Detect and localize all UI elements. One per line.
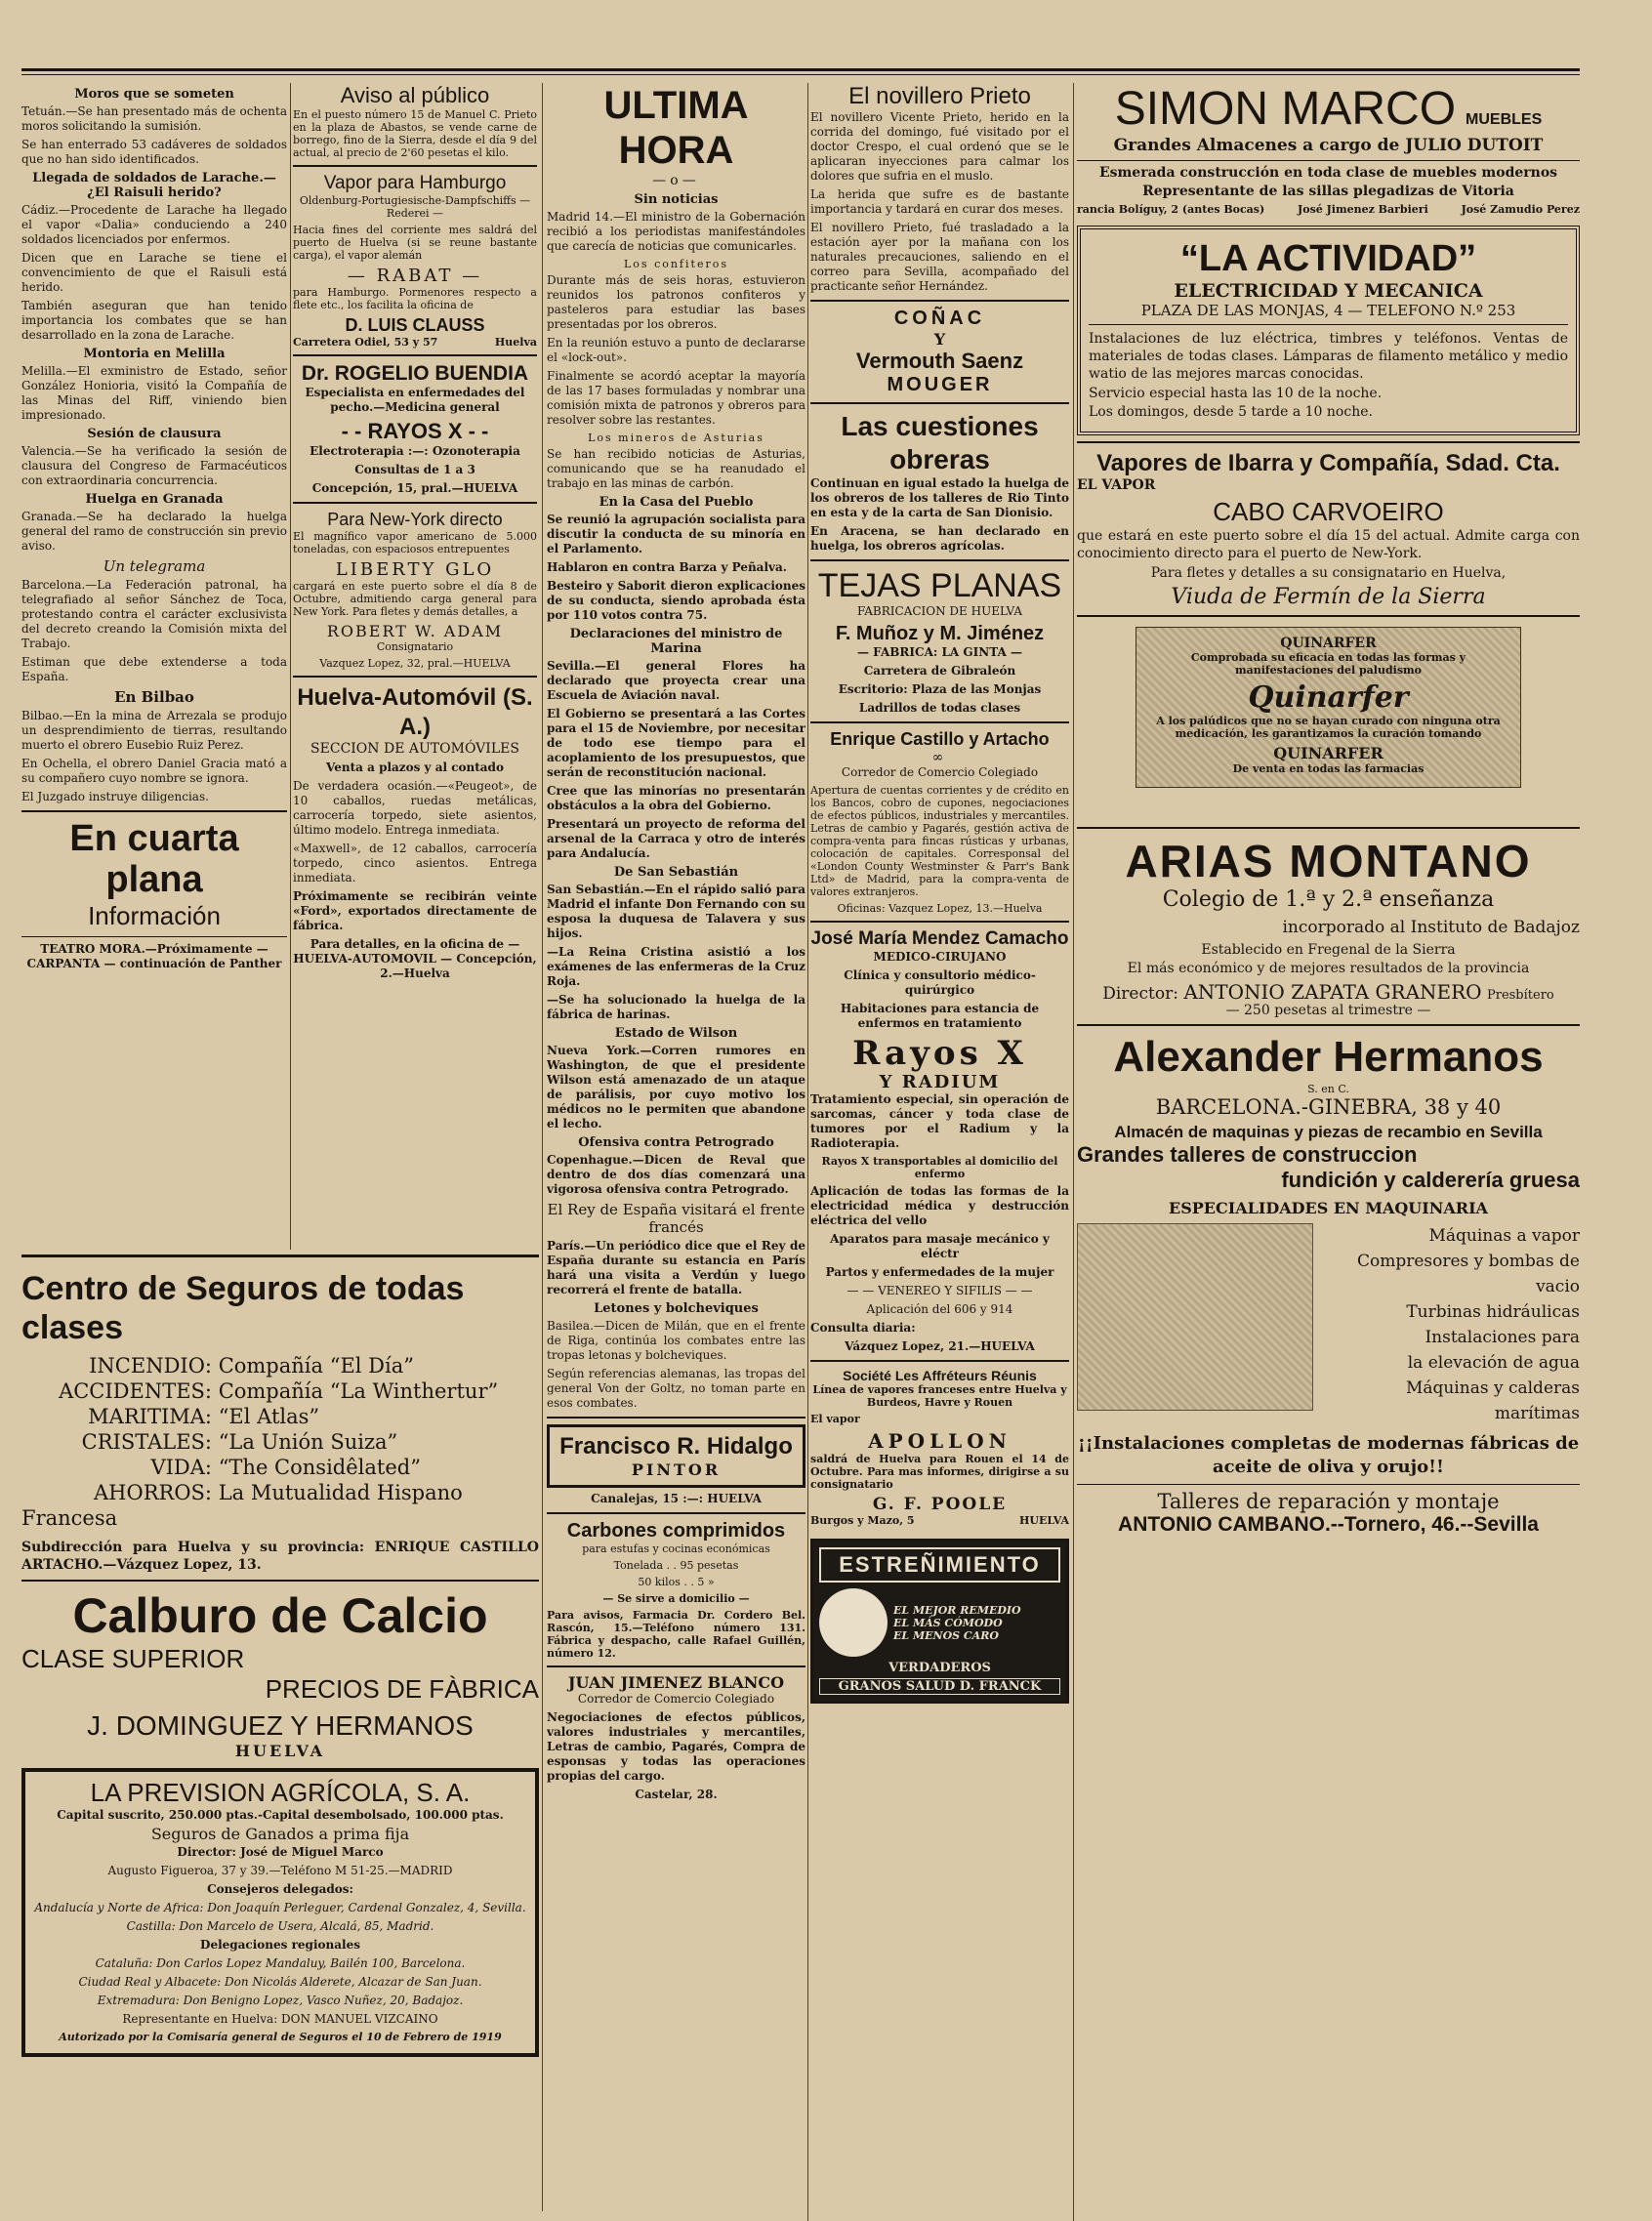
- viuda-name: Viuda de Fermín de la Sierra: [1171, 585, 1486, 609]
- hidalgo-ad: [547, 1424, 805, 1488]
- headline: Declaraciones del ministro de Marina: [569, 627, 783, 656]
- quinarfer-label: QUINARFER: [1273, 744, 1384, 762]
- divider: [1089, 324, 1568, 325]
- headline: En Bilbao: [114, 688, 194, 706]
- clauss-address-row: [293, 336, 537, 349]
- carbones-title: Carbones comprimidos: [566, 1520, 786, 1542]
- column-rule: [290, 83, 291, 1250]
- jimenez-name: JUAN JIMENEZ BLANCO: [567, 1673, 785, 1692]
- castillo-name: Enrique Castillo y Artacho: [830, 729, 1050, 749]
- headline: Moros que se someten: [74, 87, 234, 102]
- paragraph: Aplicación de todas las formas de la electricidad médica y destrucción eléctrica del vello: [810, 1184, 1069, 1227]
- paragraph: Nueva York.—Corren rumores en Washington, de que el presidente Wilson está amenazado de un ataque de parálisis, por cuyo motivo los médicos no le permiten que abandone el lecho.: [547, 1044, 805, 1131]
- paragraph: París.—Un periódico dice que el Rey de España durante su estancia en París hará una visita a Verdún y luego recorrerá el frente de batalla.: [547, 1239, 805, 1296]
- paragraph: Madrid 14.—El ministro de la Gobernación recibió a los periodistas manifestándoles que carecía de noticias que comunicarles.: [547, 210, 805, 253]
- carbones-sub: para estufas y cocinas económicas: [582, 1542, 770, 1555]
- divider: [810, 300, 1069, 302]
- column-rule: [807, 83, 808, 2221]
- headline: Llegada de soldados de Larache.—¿El Raisuli herido?: [32, 171, 276, 200]
- societe-line: Línea de vapores franceses entre Huelva y Burdeos, Havre y Rouen: [812, 1383, 1067, 1409]
- paragraph: Barcelona.—La Federación patronal, ha telegrafiado al señor Sánchez de Toca, protestando contra el carácter exclusivista del decreto creando la Comisión mixta del Trabajo.: [21, 578, 287, 650]
- paragraph: En Aracena, se han declarado en huelga, los obreros agrícolas.: [810, 524, 1069, 553]
- vapor-title: Vapor para Hamburgo: [323, 173, 507, 193]
- divider: [293, 354, 537, 356]
- actividad-service: Los domingos, desde 5 tarde a 10 noche.: [1089, 404, 1373, 420]
- prevision-title: LA PREVISION AGRÍCOLA, S. A.: [90, 1778, 471, 1807]
- ibarra-title: Vapores de Ibarra y Compañía, Sdad. Cta.: [1096, 450, 1560, 476]
- headline: Ofensiva contra Petrogrado: [578, 1135, 774, 1150]
- paragraph: Aplicación del 606 y 914: [866, 1302, 1013, 1316]
- prevision-agricola-ad: [21, 1768, 539, 2057]
- simon-address: rancia Bolíguy, 2 (antes Bocas): [1077, 203, 1265, 216]
- divider: [1077, 160, 1580, 161]
- divider: [293, 165, 537, 167]
- mendez-consulta: Consulta diaria:: [810, 1321, 916, 1335]
- alexander-item: Instalaciones para: [1425, 1328, 1580, 1347]
- paragraph: Aparatos para masaje mecánico y eléctr: [830, 1232, 1050, 1260]
- divider: [293, 502, 537, 504]
- headline: Estado de Wilson: [614, 1026, 738, 1041]
- jimenez-address: Castelar, 28.: [635, 1788, 718, 1801]
- paragraph: —Se ha solucionado la huelga de la fábrica de harinas.: [547, 993, 805, 1021]
- divider: [1077, 441, 1580, 443]
- rabat: — RABAT —: [347, 266, 483, 286]
- simon-marco-title: SIMON MARCO: [1114, 83, 1457, 135]
- quinarfer-brand: Quinarfer: [1248, 680, 1409, 715]
- vapor-subtitle: Oldenburg-Portugiesische-Dampfschiffs — Rederei —: [299, 194, 531, 220]
- paragraph: Se han recibido noticias de Asturias, comunicando que se ha reanudado el trabajo en las minas de carbón.: [547, 447, 805, 490]
- arias-establecido: Establecido en Fregenal de la Sierra: [1201, 942, 1456, 958]
- quinarfer-line: A los palúdicos que no se hayan curado con ninguna otra medicación, les garantizamos la curación tomando: [1156, 715, 1501, 740]
- paragraph: Sevilla.—El general Flores ha declarado que proyecta crear una Escuela de Aviación naval.: [547, 659, 805, 702]
- insurance-company: Compañía “El Día”: [218, 1354, 414, 1378]
- paragraph: Para fletes y detalles a su consignatario en Huelva,: [1150, 565, 1507, 581]
- paragraph: La herida que sufre es de bastante importancia y tardará en curar dos meses.: [810, 187, 1069, 216]
- paragraph: Continuan en igual estado la huelga de los obreros de los talleres de Rio Tinto en esta y de la carta de San Dionisio.: [810, 476, 1069, 519]
- arias-incorporado: incorporado al Instituto de Badajoz: [1282, 918, 1580, 937]
- carbones-price: Tonelada . . 95 pesetas: [613, 1559, 739, 1572]
- quinarfer-line: Comprobada su eficacia en todas las formas y manifestaciones del paludismo: [1190, 651, 1466, 677]
- headline: El Rey de España visitará el frente francés: [547, 1201, 805, 1236]
- divider: [810, 721, 1069, 723]
- prevision-delegaciones: Delegaciones regionales: [200, 1938, 360, 1952]
- paragraph: cargará en este puerto sobre el día 8 de Octubre, admitiendo carga general para New York. Para fletes y demás detalles, a: [293, 580, 537, 618]
- paragraph: Granada.—Se ha declarado la huelga general del ramo de construcción sin previo aviso.: [21, 510, 287, 553]
- poole-name: G. F. POOLE: [872, 1495, 1008, 1514]
- prevision-seguros: Seguros de Ganados a prima fija: [150, 1825, 410, 1843]
- prevision-address: Augusto Figueroa, 37 y 39.—Teléfono M 51-25.—MADRID: [107, 1864, 453, 1877]
- paragraph: Dicen que en Larache se tiene el convencimiento de que el Raisuli está herido.: [21, 251, 287, 294]
- ads-column-5: [1077, 83, 1580, 2221]
- alexander-item: marítimas: [1494, 1404, 1580, 1423]
- divider: [21, 810, 287, 812]
- headline: De San Sebastián: [613, 865, 739, 880]
- actividad-address: PLAZA DE LAS MONJAS, 4 — TELEFONO N.º 253: [1140, 302, 1516, 319]
- paragraph: Se han enterrado 53 cadáveres de soldados que no han sido identificados.: [21, 138, 287, 166]
- paragraph: Negociaciones de efectos públicos, valores industriales y mercantiles, Letras de cambio, Pagarés, Compra de esponsas y todas las operaciones propias del cargo.: [547, 1710, 805, 1783]
- adam-name: ROBERT W. ADAM: [326, 622, 504, 640]
- prevision-line: Cataluña: Don Carlos Lopez Mandaluy, Bailén 100, Barcelona.: [95, 1956, 466, 1970]
- paragraph: Copenhague.—Dicen de Reval que dentro de dos días comenzará una vigorosa ofensiva contra Petrogrado.: [547, 1153, 805, 1196]
- arias-price: — 250 pesetas al trimestre —: [1225, 1003, 1431, 1018]
- actividad-service: Servicio especial hasta las 10 de la noche.: [1089, 386, 1383, 401]
- paragraph: De verdadera ocasión.—«Peugeot», de 10 caballos, ruedas metálicas, carrocería torpedo, siete asientos, último modelo. Entrega inmediata.: [293, 779, 537, 837]
- simon-address: José Zamudio Perez: [1461, 203, 1580, 216]
- prevision-line: Extremadura: Don Benigno Lopez, Vasco Nuñez, 20, Badajoz.: [97, 1994, 464, 2007]
- prevision-line: Ciudad Real y Albacete: Don Nicolás Alderete, Alcazar de San Juan.: [78, 1975, 482, 1989]
- paragraph: El Juzgado instruye diligencias.: [21, 790, 209, 803]
- prevision-capital: Capital suscrito, 250.000 ptas.-Capital desembolsado, 100.000 ptas.: [57, 1808, 504, 1822]
- paragraph: Instalaciones de luz eléctrica, timbres y teléfonos. Ventas de materiales de todas clases. Lámparas de filamento metálico y medio watio de las mejores marcas conocidas.: [1089, 331, 1568, 382]
- paragraph: Bilbao.—En la mina de Arrezala se produjo un desprendimiento de tierras, resultando muerto el obrero Eusebio Ruiz Perez.: [21, 709, 287, 752]
- tejas-sub: FABRICACION DE HUELVA: [856, 604, 1023, 618]
- doctor-specialty: Especialista en enfermedades del pecho.—Medicina general: [305, 386, 525, 414]
- castillo-office: Oficinas: Vazquez Lopez, 13.—Huelva: [837, 902, 1043, 915]
- hidalgo-address: Canalejas, 15 :—: HUELVA: [591, 1492, 762, 1505]
- jimenez-role: Corredor de Comercio Colegiado: [577, 1692, 775, 1706]
- conac-y: Y: [933, 330, 946, 349]
- hauto-sale: Venta a plazos y al contado: [326, 761, 504, 774]
- paragraph: Besteiro y Saborit dieron explicaciones de su conducta, siendo aprobada ésta por 110 votos contra 75.: [547, 579, 805, 622]
- paragraph: Hablaron en contra Barza y Peñalva.: [547, 560, 787, 574]
- el-vapor: EL VAPOR: [1077, 477, 1156, 493]
- paragraph: saldrá de Huelva para Rouen el 14 de Octubre. Para mas informes, dirigirse a su consignatario: [810, 1453, 1069, 1491]
- news-column-1: [21, 83, 287, 1250]
- cabo-carvoeiro: CABO CARVOEIRO: [1213, 497, 1444, 526]
- headline: Letones y bolcheviques: [594, 1301, 759, 1316]
- adam-address: Vazquez Lopez, 32, pral.—HUELVA: [319, 657, 511, 670]
- alexander-sc: S. en C.: [1307, 1083, 1349, 1095]
- divider: [1077, 827, 1580, 829]
- paragraph: Basilea.—Dicen de Milán, que en el frente de Riga, continúa los combates entre las tropas letonas y bolcheviques.: [547, 1319, 805, 1362]
- calburo-clase: CLASE SUPERIOR: [21, 1644, 245, 1673]
- arias-director-title: Presbítero: [1486, 988, 1554, 1003]
- insurance-type: ACCIDENTES:: [59, 1379, 212, 1403]
- paragraph: Melilla.—El exministro de Estado, señor González Honioria, visitó la Compañía de las Minas del Riff, viniendo bien impresionado.: [21, 364, 287, 422]
- estrenimiento-brand: GRANOS SALUD D. FRANCK: [819, 1678, 1060, 1695]
- paragraph: Para avisos, Farmacia Dr. Cordero Bel. Rascón, 15.—Teléfono número 131. Fábrica y despacho, calle Rafael Guillén, número 12.: [547, 1609, 805, 1660]
- paragraph: También aseguran que han tenido importancia los combates que se han desarrollado en la zona de Larache.: [21, 299, 287, 342]
- alexander-item: Máquinas y calderas: [1405, 1378, 1580, 1398]
- adam-role: Consignatario: [376, 640, 454, 653]
- alexander-aceite: ¡¡Instalaciones completas de modernas fábricas de aceite de oliva y orujo!!: [1077, 1433, 1580, 1477]
- ornament: —o—: [652, 173, 700, 188]
- subdireccion: Subdirección para Huelva y su provincia: ENRIQUE CASTILLO ARTACHO.—Vázquez Lopez, 13.: [21, 1540, 539, 1573]
- castillo-role: Corredor de Comercio Colegiado: [841, 765, 1039, 779]
- divider: [1077, 615, 1580, 617]
- paragraph: El Gobierno se presentará a las Cortes para el 15 de Noviembre, por necesitar de todo ese tiempo para el acoplamiento de los presupuestos, que serán de reconstitución nacional.: [547, 707, 805, 779]
- divider: [810, 402, 1069, 404]
- simon-subtitle: Grandes Almacenes a cargo de JULIO DUTOIT: [1113, 136, 1544, 155]
- divider: [547, 1512, 805, 1514]
- paragraph: que estará en este puerto sobre el día 15 del actual. Admite carga con conocimiento directo para el puerto de New-York.: [1077, 528, 1580, 561]
- aviso-title: Aviso al público: [340, 83, 490, 107]
- calburo-title: Calburo de Calcio: [72, 1588, 488, 1643]
- alexander-item: Compresores y bombas de vacio: [1356, 1252, 1580, 1296]
- ultima-hora-title: ULTIMA HORA: [603, 84, 749, 172]
- headline: Sesión de clausura: [87, 427, 222, 441]
- societe-name: Société Les Affréteurs Réunis: [843, 1368, 1037, 1383]
- insurance-company: La Mutualidad Hispano Francesa: [21, 1481, 463, 1530]
- paragraph: Se reunió la agrupación socialista para discutir la conducta de su minoría en el Parlamento.: [547, 513, 805, 555]
- column-rule: [542, 83, 543, 2211]
- simon-addresses: [1077, 203, 1580, 216]
- headline: Montoria en Melilla: [83, 347, 226, 361]
- column-rule: [1073, 83, 1074, 2221]
- paragraph: Partos y enfermedades de la mujer: [825, 1265, 1054, 1279]
- paragraph: Cádiz.—Procedente de Larache ha llegado el vapor «Dalia» conduciendo a 240 soldados licenciados por enfermos.: [21, 203, 287, 246]
- headline: Un telegrama: [103, 557, 206, 575]
- divider: [810, 1360, 1069, 1362]
- insurance-company: Compañía “La Winthertur”: [218, 1379, 499, 1403]
- cuarta-plana-title: En cuarta plana: [69, 818, 239, 900]
- insurance-type: AHORROS:: [94, 1481, 212, 1504]
- societe-vapor: El vapor: [810, 1413, 860, 1425]
- paragraph: para Hamburgo. Pormenores respecto a flete etc., los facilita la oficina de: [293, 286, 537, 311]
- mendez-rayos: Rayos X: [852, 1034, 1027, 1073]
- insurance-type: CRISTALES:: [81, 1430, 212, 1454]
- news-column-3: [547, 83, 805, 2206]
- cuarta-plana-subtitle: Información: [88, 901, 221, 930]
- quinarfer-ad: [1136, 627, 1521, 788]
- estrenimiento-title: ESTREÑIMIENTO: [819, 1547, 1060, 1583]
- paragraph: Tratamiento especial, sin operación de sarcomas, cáncer y toda clase de tumores por el Radium y la Radioterapia.: [810, 1092, 1069, 1150]
- insurance-company: “The Considêlated”: [218, 1456, 421, 1479]
- clauss-city: Huelva: [494, 336, 537, 349]
- insurance-type: INCENDIO:: [89, 1354, 212, 1378]
- alexander-line: Almacén de maquinas y piezas de recambio en Sevilla: [1114, 1123, 1543, 1141]
- mouger: MOUGER: [887, 374, 993, 395]
- arias-montano-title: ARIAS MONTANO: [1125, 836, 1532, 886]
- actividad-title: “LA ACTIVIDAD”: [1179, 238, 1477, 279]
- top-rule: [21, 68, 1580, 71]
- poole-address: Burgos y Mazo, 5: [810, 1514, 915, 1527]
- paragraph: Finalmente se acordó aceptar la mayoría de las 17 bases formuladas y nombrar una comisión mixta de patronos y obreros para resolver sobre las restantes.: [547, 369, 805, 427]
- paragraph: Próximamente se recibirán veinte «Ford», exportados directamente de fábrica.: [293, 889, 537, 932]
- quinarfer-label: QUINARFER: [1280, 636, 1377, 651]
- simon-address: José Jimenez Barbieri: [1298, 203, 1428, 216]
- mendez-clinic: Clínica y consultorio médico-quirúrgico: [844, 968, 1036, 997]
- paragraph: Según referencias alemanas, las tropas del general Von der Goltz, no toman parte en esos combates.: [547, 1367, 805, 1410]
- prevision-line: Andalucía y Norte de Africa: Don Joaquín Perleguer, Cardenal Gonzalez, 4, Sevilla.: [34, 1901, 526, 1914]
- dominguez-name: J. DOMINGUEZ Y HERMANOS: [87, 1710, 474, 1741]
- paragraph: En Ochella, el obrero Daniel Gracia mató a su compañero cuyo nombre se ignora.: [21, 757, 287, 785]
- liberty-glo: LIBERTY GLO: [335, 559, 495, 580]
- paragraph: Apertura de cuentas corrientes y de crédito en los Bancos, cobro de cupones, negociaciones de efectos públicos, industriales y mercantiles. Letras de cambio y Pagarés, gestión activa de compra-venta para fincas rústicas y urbanas, colocación de capitales. Corresponsal del «London County Westminster & Parr's Bank Ltd» de Madrid, para la compra-venta de valores extranjeros.: [810, 784, 1069, 898]
- headline: Sin noticias: [634, 192, 719, 207]
- rayos-x: - - RAYOS X - -: [341, 419, 489, 443]
- insurance-company: “La Unión Suiza”: [218, 1430, 398, 1454]
- alexander-line: Grandes talleres de construccion: [1077, 1142, 1418, 1167]
- clauss-address: Carretera Odiel, 53 y 57: [293, 336, 438, 349]
- alexander-item: Máquinas a vapor: [1428, 1226, 1580, 1246]
- mendez-radium: Y RADIUM: [879, 1072, 1001, 1092]
- carbones-price: 50 kilos . . 5 »: [638, 1576, 715, 1588]
- conac-title: COÑAC: [893, 308, 986, 329]
- cambano-address: ANTONIO CAMBANO.--Tornero, 46.--Sevilla: [1118, 1513, 1539, 1536]
- alexander-specialties: ESPECIALIDADES EN MAQUINARIA: [1169, 1199, 1488, 1217]
- prevision-representante: Representante en Huelva: DON MANUEL VIZCAINO: [122, 2012, 438, 2026]
- la-actividad-ad: [1077, 226, 1580, 435]
- tejas-office: Escritorio: Plaza de las Monjas: [838, 682, 1042, 696]
- tejas-fabrica: — FABRICA: LA GINTA —: [856, 645, 1023, 659]
- paragraph: Para detalles, en la oficina de — HUELVA-AUTOMOVIL — Concepción, 2.—Huelva: [293, 937, 537, 980]
- poole-address-row: [810, 1514, 1069, 1527]
- divider: [810, 559, 1069, 561]
- paragraph: Presentará un proyecto de reforma del arsenal de la Carraca y otro de interés para Andalucía.: [547, 817, 805, 860]
- section-rule: [21, 1254, 539, 1257]
- arias-director-label: Director:: [1102, 984, 1178, 1004]
- hauto-section: SECCION DE AUTOMÓVILES: [310, 741, 519, 757]
- insurance-company: “El Atlas”: [218, 1405, 320, 1428]
- paragraph: Tetuán.—Se han presentado más de ochenta moros solicitando la sumisión.: [21, 104, 287, 133]
- headline: Huelga en Granada: [85, 492, 224, 507]
- lower-left-ads: [21, 1269, 539, 2211]
- estrenimiento-ad: [810, 1539, 1069, 1704]
- electroterapia: Electroterapia :—: Ozonoterapia: [310, 444, 520, 458]
- divider: [1077, 1024, 1580, 1026]
- divider: [293, 676, 537, 678]
- divider: [547, 1417, 805, 1419]
- mendez-name: José María Mendez Camacho: [810, 928, 1069, 949]
- paragraph: Valencia.—Se ha verificado la sesión de clausura del Congreso de Farmacéuticos con extraordinaria concurrencia.: [21, 444, 287, 487]
- paragraph: «Maxwell», de 12 caballos, carrocería torpedo, cinco asientos. Entrega inmediata.: [293, 842, 537, 884]
- paragraph: Cree que las minorías no presentarán obstáculos a la obra del Gobierno.: [547, 784, 805, 812]
- alexander-item: Turbinas hidráulicas: [1406, 1302, 1580, 1322]
- divider: [21, 936, 287, 937]
- doctor-address: Concepción, 15, pral.—HUELVA: [311, 481, 518, 495]
- carbones-delivery: — Se sirve a domicilio —: [602, 1592, 750, 1605]
- mendez-rooms: Habitaciones para estancia de enfermos en tratamiento: [840, 1002, 1040, 1030]
- cuestiones-title: Las cuestiones obreras: [841, 411, 1039, 474]
- headline: En la Casa del Pueblo: [599, 495, 754, 510]
- divider: [1077, 1484, 1580, 1485]
- vermouth: Vermouth Saenz: [855, 349, 1024, 373]
- paragraph: El novillero Vicente Prieto, herido en la corrida del domingo, fué visitado por el doctor Crespo, el cual ordenó que se le aplicaran inyecciones para calmar los dolores que sufria en el muslo.: [810, 110, 1069, 183]
- mendez-role: MEDICO-CIRUJANO: [873, 950, 1007, 964]
- divider: [21, 1580, 539, 1582]
- mendez-address: Vázquez Lopez, 21.—HUELVA: [845, 1339, 1035, 1353]
- alexander-talleres: Talleres de reparación y montaje: [1157, 1490, 1500, 1513]
- consultas: Consultas de 1 a 3: [354, 463, 475, 476]
- paragraph: En la reunión estuvo a punto de declararse el «lock-out».: [547, 336, 805, 364]
- quinarfer-line: De venta en todas las farmacias: [1232, 762, 1425, 775]
- tejas-bricks: Ladrillos de todas clases: [858, 701, 1021, 715]
- hidalgo-trade: PINTOR: [631, 1460, 722, 1479]
- prevision-autorizado: Autorizado por la Comisaría general de Seguros el 10 de Febrero de 1919: [59, 2031, 502, 2043]
- tejas-title: TEJAS PLANAS: [817, 567, 1062, 604]
- headline: Los confiteros: [624, 258, 728, 270]
- paragraph: San Sebastián.—En el rápido salió para Madrid el infante Don Fernando con su esposa la duquesa de Talavera y sus hijos.: [547, 883, 805, 940]
- paragraph: —La Reina Cristina asistió a los exámenes de las enfermeras de la Cruz Roja.: [547, 945, 805, 988]
- top-rule-thin: [21, 74, 1580, 75]
- hidalgo-name: Francisco R. Hidalgo: [559, 1433, 793, 1460]
- insurance-type: MARITIMA:: [88, 1405, 212, 1428]
- huelva-automovil-title: Huelva-Automóvil (S. A.): [297, 684, 533, 740]
- simon-line: Representante de las sillas plegadizas de Vitoria: [1142, 184, 1514, 199]
- column-4: [810, 83, 1069, 2221]
- prevision-consejeros: Consejeros delegados:: [207, 1882, 353, 1896]
- paragraph: Rayos X transportables al domicilio del enfermo: [821, 1155, 1058, 1180]
- dominguez-city: HUELVA: [234, 1742, 326, 1760]
- estrenimiento-verdaderos: VERDADEROS: [888, 1661, 991, 1675]
- insurance-type: VIDA:: [150, 1456, 212, 1479]
- newyork-title: Para New-York directo: [327, 510, 503, 529]
- divider: [810, 921, 1069, 923]
- arias-subtitle: Colegio de 1.ª y 2.ª enseñanza: [1162, 887, 1495, 912]
- alexander-address: BARCELONA.-GINEBRA, 38 y 40: [1155, 1095, 1502, 1119]
- machinery-image: [1077, 1223, 1313, 1411]
- prevision-line: Castilla: Don Marcelo de Usera, Alcalá, 85, Madrid.: [126, 1919, 434, 1933]
- ads-column-2: [293, 83, 537, 1250]
- clauss-name: D. LUIS CLAUSS: [345, 315, 485, 335]
- paragraph: En el puesto número 15 de Manuel C. Prieto en la plaza de Abastos, se vende carne de borrego, fino de la Sierra, desde el día 9 del actual, al precio de 2'60 pesetas el kilo.: [293, 108, 537, 159]
- alexander-item: la elevación de agua: [1407, 1353, 1580, 1373]
- muebles: MUEBLES: [1466, 111, 1543, 128]
- pill-box-image: [819, 1588, 888, 1657]
- arias-economico: El más económico y de mejores resultados de la provincia: [1127, 961, 1530, 976]
- paragraph: Hacia fines del corriente mes saldrá del puerto de Huelva (si se reune bastante carga), el vapor alemán: [293, 224, 537, 262]
- novillero-title: El novillero Prieto: [848, 83, 1031, 109]
- simon-line: Esmerada construcción en toda clase de muebles modernos: [1098, 165, 1558, 181]
- prevision-director: Director: José de Miguel Marco: [177, 1845, 384, 1859]
- teatro-notice: TEATRO MORA.—Próximamente — CARPANTA — continuación de Panther: [26, 942, 282, 970]
- alexander-title: Alexander Hermanos: [1113, 1033, 1544, 1081]
- tejas-road: Carretera de Gibraleón: [863, 664, 1016, 678]
- headline: Los mineros de Asturias: [588, 432, 764, 444]
- poole-city: HUELVA: [1018, 1514, 1069, 1527]
- actividad-subtitle: ELECTRICIDAD Y MECANICA: [1174, 280, 1483, 302]
- estrenimiento-line: EL MENOS CARO: [893, 1628, 999, 1642]
- paragraph: — — VENEREO Y SIFILIS — —: [847, 1284, 1033, 1297]
- paragraph: El novillero Prieto, fué trasladado a la estación ayer por la mañana con los naturales precauciones, saliendo en el correo para Sevilla, acompañado del practicante señor Hernández.: [810, 221, 1069, 293]
- centro-seguros-title: Centro de Seguros de todas clases: [21, 1270, 465, 1346]
- calburo-precios: PRECIOS DE FÀBRICA: [265, 1674, 539, 1704]
- ornament: ∞: [931, 750, 948, 765]
- doctor-name: Dr. ROGELIO BUENDIA: [301, 362, 529, 385]
- paragraph: Durante más de seis horas, estuvieron reunidos los patronos confiteros y pasteleros para estudiar las bases presentadas por los obreros.: [547, 273, 805, 331]
- estrenimiento-line: EL MEJOR REMEDIO: [893, 1603, 1021, 1617]
- estrenimiento-line: EL MÁS CÓMODO: [893, 1616, 1003, 1629]
- tejas-owners: F. Muñoz y M. Jiménez: [835, 623, 1045, 644]
- alexander-line: fundición y calderería gruesa: [1281, 1168, 1580, 1192]
- apollon: APOLLON: [868, 1429, 1012, 1453]
- paragraph: Estiman que debe extenderse a toda España.: [21, 655, 287, 683]
- paragraph: El magnífico vapor americano de 5.000 toneladas, con espaciosos entrepuentes: [293, 530, 537, 555]
- arias-director-name: ANTONIO ZAPATA GRANERO: [1183, 980, 1482, 1004]
- divider: [547, 1666, 805, 1667]
